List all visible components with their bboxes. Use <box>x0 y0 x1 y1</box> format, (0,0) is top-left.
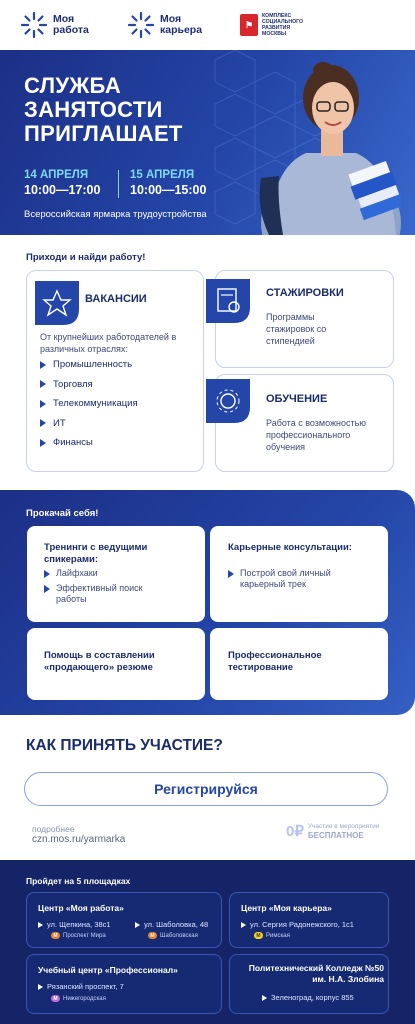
how-to-participate-title: КАК ПРИНЯТЬ УЧАСТИЕ? <box>26 737 223 754</box>
bullet-triangle-icon <box>38 984 43 990</box>
hero-title: СЛУЖБА ЗАНЯТОСТИ ПРИГЛАШАЕТ <box>24 73 183 146</box>
moya-karyera-logo[interactable] <box>127 11 216 39</box>
card-title: ВАКАНСИИ <box>85 293 147 305</box>
hero-banner <box>0 50 415 235</box>
metro-station: M Нижегородская <box>51 995 106 1002</box>
card-title: Помощь в составлении «продающего» резюме <box>44 650 155 673</box>
bullet-triangle-icon <box>40 419 46 427</box>
trainings-card[interactable] <box>27 526 205 622</box>
list-item: Телекоммуникация <box>40 394 138 414</box>
metro-icon: M <box>51 932 60 939</box>
card-text: Работа с возможностью профессионального обучения <box>266 418 367 452</box>
trainings-list <box>44 568 194 609</box>
list-item: Эффективный поиск работы <box>44 583 194 605</box>
bullet-triangle-icon <box>44 585 50 593</box>
card-text: От крупнейших работодателей в различных отраслях: <box>40 332 177 354</box>
metro-icon: M <box>51 995 60 1002</box>
industry-list <box>40 355 138 453</box>
bullet-triangle-icon <box>40 400 46 408</box>
date-time: 10:00—15:00 <box>130 183 207 197</box>
date-divider <box>118 170 119 198</box>
bullet-triangle-icon <box>241 922 246 928</box>
bullet-triangle-icon <box>38 922 43 928</box>
free-small-text: Участие в мероприятии <box>307 822 380 830</box>
venue-card[interactable] <box>229 892 389 948</box>
zero-ruble-icon: 0₽ <box>286 823 304 840</box>
venue-card[interactable] <box>229 954 389 1014</box>
career-list <box>228 568 378 594</box>
venue-name: Учебный центр «Профессионал» <box>38 965 178 975</box>
venue-address: ул. Сергия Радонежского, 1с1 <box>241 920 354 929</box>
date-block-2 <box>130 168 206 198</box>
venue-name: Политехнический Колледж №50 им. Н.А. Злобина <box>248 963 384 984</box>
bullet-triangle-icon <box>262 995 267 1001</box>
metro-station: M Римская <box>254 932 290 939</box>
more-label: подробнее <box>32 824 75 834</box>
career-card[interactable] <box>210 526 388 622</box>
header <box>0 0 415 50</box>
hero-subtitle: Всероссийская ярмарка трудоустройства <box>24 209 207 220</box>
card-title: Карьерные консультации: <box>228 542 352 553</box>
list-item: ИТ <box>40 414 138 434</box>
card-title: ОБУЧЕНИЕ <box>266 393 328 405</box>
metro-icon: M <box>254 932 263 939</box>
venues-section <box>0 860 415 1024</box>
list-item: Финансы <box>40 433 138 453</box>
bullet-triangle-icon <box>228 570 234 578</box>
mos-complex-logo[interactable] <box>240 13 312 37</box>
certificate-badge-icon <box>206 279 250 323</box>
date-day: 14 АПРЕЛЯ <box>24 169 89 181</box>
venue-name: Центр «Моя карьера» <box>241 903 332 913</box>
venue-name: Центр «Моя работа» <box>38 903 124 913</box>
register-button[interactable]: Регистрируйся <box>24 772 388 806</box>
list-item: Построй свой личный карьерный трек <box>228 568 378 590</box>
bullet-triangle-icon <box>40 380 46 388</box>
gear-badge-icon <box>206 379 250 423</box>
sunburst-logo-icon <box>20 11 48 39</box>
education-card[interactable] <box>215 374 394 472</box>
venue-address: ул. Шаболовка, 48 <box>135 920 208 929</box>
grow-section <box>0 490 415 715</box>
star-badge-icon <box>35 281 79 325</box>
resume-card[interactable] <box>27 628 205 700</box>
moscow-coat-of-arms-icon: ⚑ <box>240 14 258 36</box>
venue-address: Рязанский проспект, 7 <box>38 982 124 991</box>
moya-rabota-logo[interactable] <box>20 11 109 39</box>
date-block-1 <box>24 168 100 198</box>
bullet-triangle-icon <box>44 570 50 578</box>
internships-card[interactable] <box>215 270 394 368</box>
metro-station: M Проспект Мира <box>51 932 106 939</box>
card-title: Тренинги с ведущими спикерами: <box>44 542 148 565</box>
vacancies-card[interactable] <box>26 270 204 472</box>
bullet-triangle-icon <box>40 361 46 369</box>
logo-text: КОМПЛЕКС СОЦИАЛЬНОГО РАЗВИТИЯ МОСКВЫ <box>262 13 304 37</box>
venues-title: Пройдет на 5 площадках <box>26 876 131 886</box>
sunburst-logo-icon <box>127 11 155 39</box>
venue-card[interactable] <box>26 892 222 948</box>
venue-address: ул. Щепкина, 38с1 <box>38 920 111 929</box>
grow-section-title: Прокачай себя! <box>26 508 99 519</box>
date-time: 10:00—17:00 <box>24 183 101 197</box>
logo-text: Моя работа <box>53 13 89 36</box>
free-big-text: БЕСПЛАТНОЕ <box>307 830 364 840</box>
list-item: Лайфхаки <box>44 568 194 579</box>
list-item: Промышленность <box>40 355 138 375</box>
date-day: 15 АПРЕЛЯ <box>130 169 195 181</box>
free-participation-badge <box>286 822 379 840</box>
card-title: Профессиональное тестирование <box>228 650 322 673</box>
metro-icon: M <box>148 932 157 939</box>
logo-text: Моя карьера <box>160 13 203 36</box>
find-section-title: Приходи и найди работу! <box>26 252 146 263</box>
card-text: Программы стажировок со стипендией <box>266 312 327 346</box>
list-item: Торговля <box>40 375 138 395</box>
testing-card[interactable] <box>210 628 388 700</box>
venue-address: Зеленоград, корпус 855 <box>262 993 354 1002</box>
metro-station: M Шаболовская <box>148 932 198 939</box>
card-title: СТАЖИРОВКИ <box>266 287 344 299</box>
bullet-triangle-icon <box>135 922 140 928</box>
student-illustration <box>251 58 401 235</box>
bullet-triangle-icon <box>40 439 46 447</box>
more-link[interactable]: czn.mos.ru/yarmarka <box>32 834 126 845</box>
venue-card[interactable] <box>26 954 222 1014</box>
